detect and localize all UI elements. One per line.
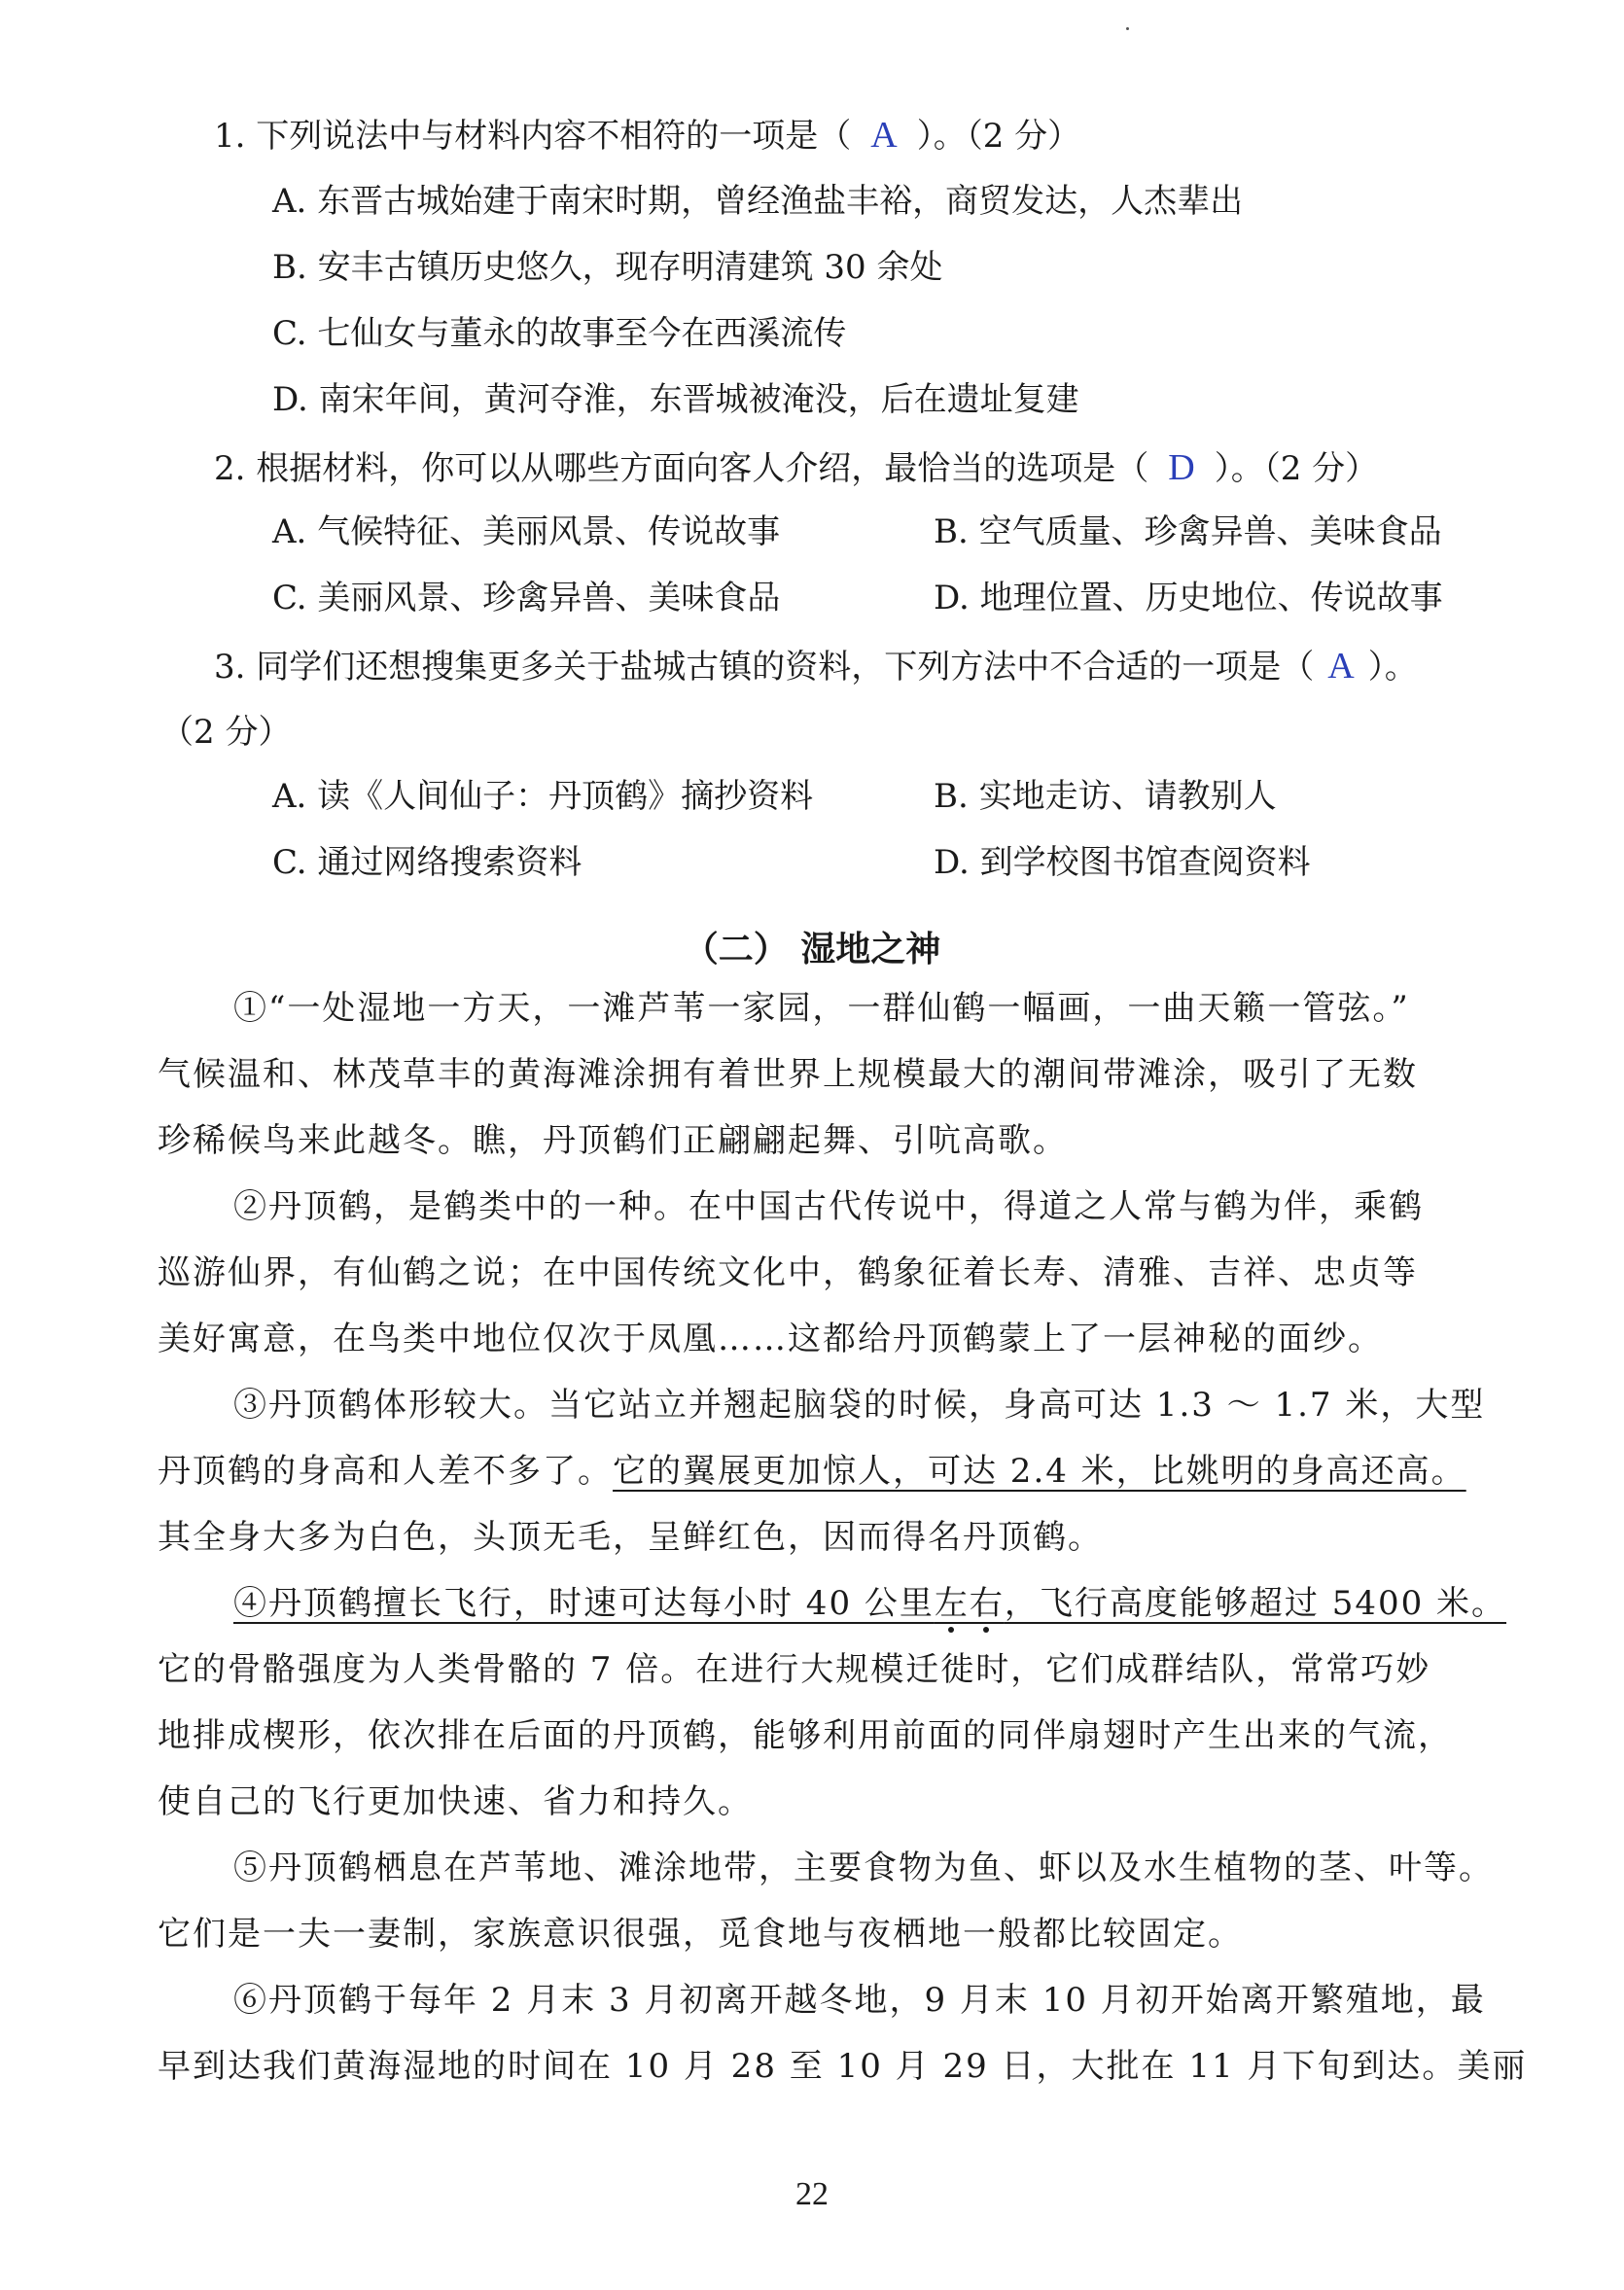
question-2-option-b: B. 空气质量、珍禽异兽、美味食品: [934, 512, 1442, 551]
question-3-tail: ）。: [1367, 648, 1418, 687]
dotted-word-text: 左右: [934, 1584, 1005, 1623]
paragraph-5-line-2: 它们是一夫一妻制，家族意识很强，觅食地与夜栖地一般都比较固定。: [158, 1915, 1243, 1954]
question-3-score: （2 分）: [160, 713, 292, 752]
question-1-option-b: B. 安丰古镇历史悠久，现存明清建筑 30 余处: [272, 248, 943, 287]
question-1-score: ）。（2 分）: [916, 117, 1081, 156]
paragraph-3-line-2: [158, 1452, 1466, 1491]
question-1-stem: [214, 117, 1080, 154]
question-1-answer: A: [870, 115, 898, 156]
section-title: （二） 湿地之神: [683, 929, 941, 969]
paragraph-6-line-1: ⑥丹顶鹤于每年 2 月末 3 月初离开越冬地，9 月末 10 月初开始离开繁殖地，最: [233, 1981, 1486, 2020]
question-3-option-a: A. 读《人间仙子：丹顶鹤》摘抄资料: [272, 777, 814, 816]
question-2-option-c: C. 美丽风景、珍禽异兽、美味食品: [272, 579, 781, 617]
question-2-text: 2. 根据材料，你可以从哪些方面向客人介绍，最恰当的选项是（: [214, 449, 1149, 488]
question-3-stem: [214, 648, 1418, 685]
paragraph-6-line-2: 早到达我们黄海湿地的时间在 10 月 28 至 10 月 29 日，大批在 11 月下旬到达。美丽: [158, 2047, 1528, 2086]
question-3-answer: A: [1327, 646, 1355, 687]
paragraph-4-line-4: 使自己的飞行更加快速、省力和持久。: [158, 1782, 753, 1821]
emphasis-dot: [983, 1627, 989, 1633]
question-3-option-d: D. 到学校图书馆查阅资料: [934, 843, 1311, 882]
emphasis-dot: [948, 1627, 954, 1633]
paragraph-4-dotted-word: [935, 1584, 1005, 1623]
paragraph-4-underlined-b: ，飞行高度能够超过 5400 米。: [1004, 1584, 1507, 1623]
question-1-option-d: D. 南宋年间，黄河夺淮，东晋城被淹没，后在遗址复建: [272, 380, 1079, 419]
question-1-text: 1. 下列说法中与材料内容不相符的一项是（: [214, 117, 852, 156]
paragraph-1-line-3: 珍稀候鸟来此越冬。瞧，丹顶鹤们正翩翩起舞、引吭高歌。: [158, 1121, 1068, 1160]
question-2-option-d: D. 地理位置、历史地位、传说故事: [934, 579, 1443, 617]
question-1-option-a: A. 东晋古城始建于南宋时期，曾经渔盐丰裕，商贸发达，人杰辈出: [272, 182, 1244, 221]
question-2-answer: D: [1168, 447, 1195, 488]
paragraph-3-plain-text: 丹顶鹤的身高和人差不多了。: [158, 1452, 613, 1491]
paragraph-2-line-3: 美好寓意，在鸟类中地位仅次于凤凰……这都给丹顶鹤蒙上了一层神秘的面纱。: [158, 1320, 1383, 1358]
question-1-option-c: C. 七仙女与董永的故事至今在西溪流传: [272, 314, 847, 353]
paragraph-1-line-2: 气候温和、林茂草丰的黄海滩涂拥有着世界上规模最大的潮间带滩涂，吸引了无数: [158, 1055, 1418, 1094]
question-2-option-a: A. 气候特征、美丽风景、传说故事: [272, 512, 781, 551]
question-3-option-c: C. 通过网络搜索资料: [272, 843, 583, 882]
question-2-score: ）。（2 分）: [1214, 449, 1379, 488]
paragraph-4-line-3: 地排成楔形，依次排在后面的丹顶鹤，能够利用前面的同伴扇翅时产生出来的气流，: [158, 1716, 1453, 1755]
question-2-stem: [214, 449, 1378, 486]
paragraph-4-line-2: 它的骨骼强度为人类骨骼的 7 倍。在进行大规模迁徙时，它们成群结队，常常巧妙: [158, 1650, 1431, 1689]
paragraph-3-line-1: ③丹顶鹤体形较大。当它站立并翘起脑袋的时候，身高可达 1.3 ～ 1.7 米，大型: [233, 1386, 1486, 1425]
paragraph-3-underlined-sentence: 它的翼展更加惊人，可达 2.4 米，比姚明的身高还高。: [613, 1452, 1466, 1491]
question-3-option-b: B. 实地走访、请教别人: [934, 777, 1277, 816]
question-3-text: 3. 同学们还想搜集更多关于盐城古镇的资料，下列方法中不合适的一项是（: [214, 648, 1315, 687]
page-number: 22: [795, 2176, 829, 2212]
paragraph-2-line-2: 巡游仙界，有仙鹤之说；在中国传统文化中，鹤象征着长寿、清雅、吉祥、忠贞等: [158, 1253, 1418, 1292]
paragraph-1-line-1: ①“一处湿地一方天，一滩芦苇一家园，一群仙鹤一幅画，一曲天籁一管弦。”: [233, 989, 1410, 1028]
paragraph-3-line-3: 其全身大多为白色，头顶无毛，呈鲜红色，因而得名丹顶鹤。: [158, 1518, 1103, 1557]
scan-mark: [1126, 27, 1129, 30]
paragraph-4-underlined-a: ④丹顶鹤擅长飞行，时速可达每小时 40 公里: [233, 1584, 935, 1623]
paragraph-4-line-1: [233, 1584, 1507, 1623]
paragraph-5-line-1: ⑤丹顶鹤栖息在芦苇地、滩涂地带，主要食物为鱼、虾以及水生植物的茎、叶等。: [233, 1849, 1494, 1887]
paragraph-2-line-1: ②丹顶鹤，是鹤类中的一种。在中国古代传说中，得道之人常与鹤为伴，乘鹤: [233, 1187, 1424, 1226]
